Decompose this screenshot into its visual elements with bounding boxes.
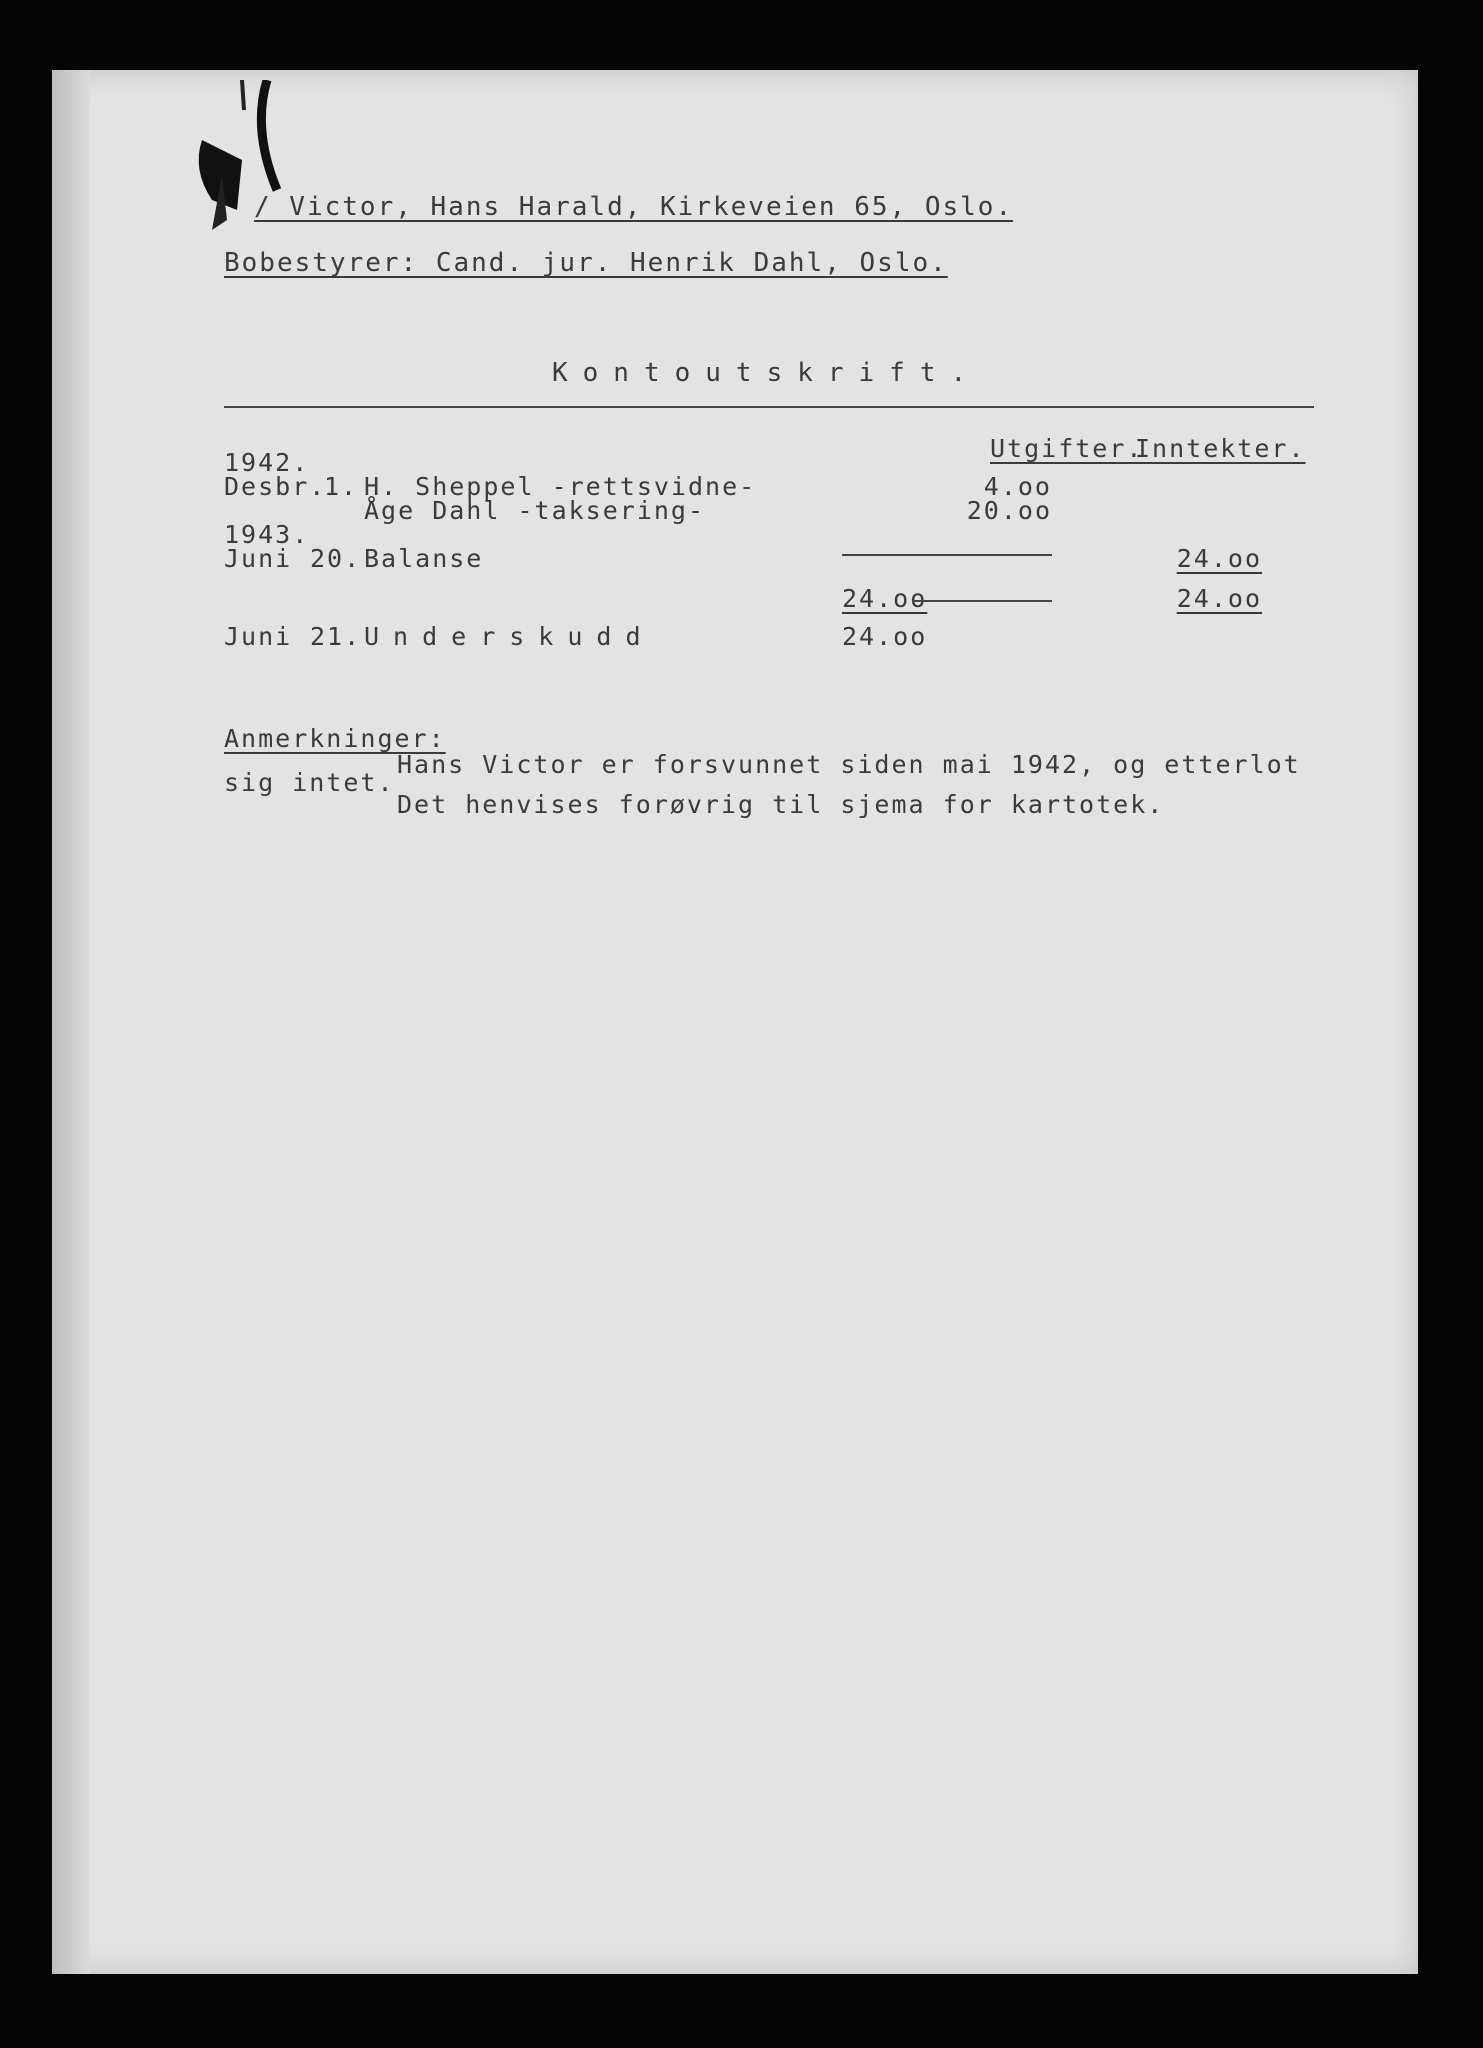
entry-expense: 4.oo bbox=[983, 472, 1052, 501]
entry-day: 1. bbox=[324, 472, 359, 501]
total-income: 24.oo bbox=[1176, 584, 1262, 613]
entry-text: H. Sheppel -rettsvidne- bbox=[364, 472, 757, 501]
administrator-line: Bobestyrer: Cand. jur. Henrik Dahl, Oslo. bbox=[224, 248, 948, 278]
result-day: 21. bbox=[310, 622, 362, 651]
name-address-line: / Victor, Hans Harald, Kirkeveien 65, Oslo. bbox=[254, 192, 1014, 222]
title-rule bbox=[224, 406, 1314, 408]
column-header-expenses: Utgifter. bbox=[990, 434, 1144, 463]
document-title: Kontoutskrift. bbox=[552, 358, 982, 388]
document-page bbox=[52, 70, 1418, 1974]
column-header-income: Inntekter. bbox=[1135, 434, 1306, 463]
result-text: Underskudd bbox=[364, 622, 655, 651]
result-expense: 24.oo bbox=[842, 622, 928, 651]
remarks-line1-cont: sig intet. bbox=[224, 768, 395, 797]
remarks-line2: Det henvises forøvrig til sjema for kartotek. bbox=[397, 790, 1165, 819]
sum-rule bbox=[842, 554, 1052, 556]
entry-year: 1943. bbox=[224, 520, 310, 549]
total-expense: 24.oo bbox=[842, 584, 928, 613]
remarks-line1: Hans Victor er forsvunnet siden mai 1942, og etterlot bbox=[397, 750, 1301, 779]
entry-year: 1942. bbox=[224, 448, 310, 477]
result-date: Juni bbox=[224, 622, 293, 651]
total-rule bbox=[912, 600, 1052, 602]
entry-expense: 20.oo bbox=[966, 496, 1052, 525]
entry-date: Juni bbox=[224, 544, 293, 573]
entry-text: Balanse bbox=[364, 544, 484, 573]
entry-income: 24.oo bbox=[1176, 544, 1262, 573]
entry-day: 20. bbox=[310, 544, 362, 573]
entry-text: Åge Dahl -taksering- bbox=[364, 496, 706, 525]
paper-edge-shadow bbox=[52, 70, 90, 1974]
entry-date: Desbr. bbox=[224, 472, 327, 501]
remarks-label: Anmerkninger: bbox=[224, 724, 446, 753]
